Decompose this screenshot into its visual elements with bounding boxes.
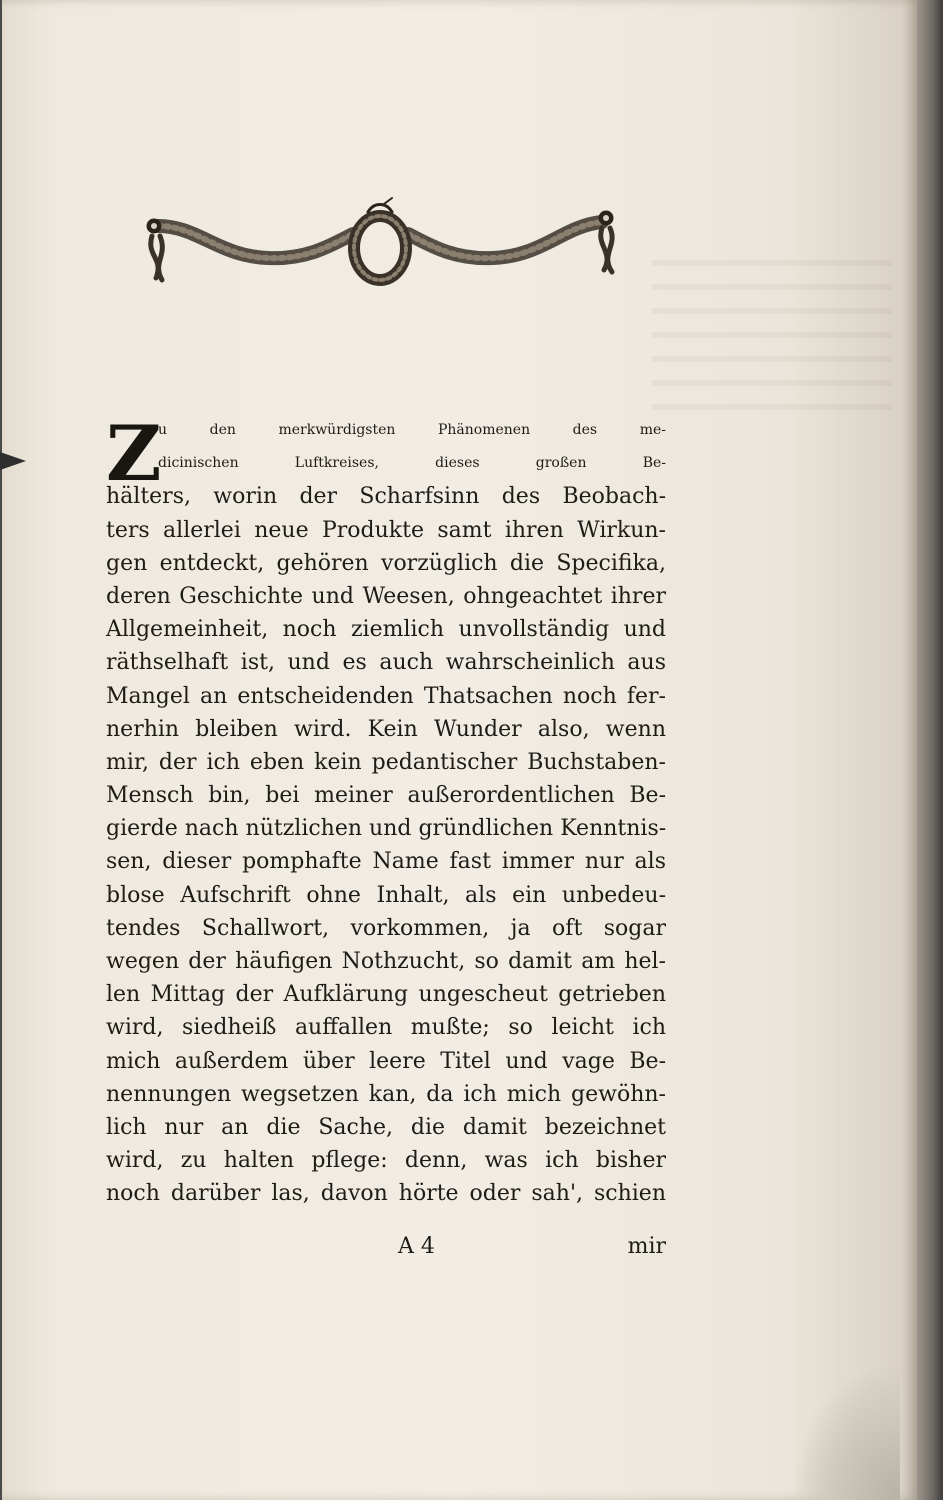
text-line: len Mittag der Aufklärung ungescheut getrieben: [106, 982, 666, 1008]
text-line: Mensch bin, bei meiner außerordentlichen Be-: [106, 783, 666, 809]
text-line: gen entdeckt, gehören vorzüglich die Specifika,: [106, 550, 666, 576]
text-line: gierde nach nützlichen und gründlichen Kenntnis-: [106, 816, 667, 842]
text-line: hälters, worin der Scharfsinn des Beobach-: [106, 484, 666, 510]
show-through-text: [652, 260, 892, 420]
text-line: mir, der ich eben kein pedantischer Buchstaben-: [106, 749, 666, 775]
text-line: ters allerlei neue Produkte samt ihren Wirkun-: [106, 517, 666, 543]
text-line: deren Geschichte und Weesen, ohngeachtet ihrer: [106, 583, 666, 609]
text-line: dicinischen Luftkreises, dieses großen Be-: [158, 455, 666, 472]
text-line: tendes Schallwort, vorkommen, ja oft sogar: [106, 915, 666, 941]
signature-mark: A 4: [398, 1234, 435, 1259]
text-line: u den merkwürdigsten Phänomenen des me-: [158, 422, 666, 438]
text-line: wird, siedheiß auffallen mußte; so leicht ich: [106, 1015, 666, 1041]
text-line: räthselhaft ist, und es auch wahrscheinlich aus: [106, 650, 666, 676]
text-line: lich nur an die Sache, die damit bezeichnet: [106, 1114, 666, 1140]
page-edge-shadow: [917, 0, 943, 1500]
text-line: mich außerdem über leere Titel und vage Be-: [106, 1048, 666, 1074]
text-line: wegen der häufigen Nothzucht, so damit am hel-: [106, 949, 666, 974]
text-line: sen, dieser pomphafte Name fast immer nur als: [106, 849, 666, 875]
body-text: [106, 409, 667, 1211]
catchword: mir: [627, 1234, 666, 1259]
text-line: Allgemeinheit, noch ziemlich unvollständig und: [106, 617, 666, 643]
worn-corner: [790, 1360, 900, 1500]
page-footer: [106, 1234, 666, 1268]
text-line: blose Aufschrift ohne Inhalt, als ein unbedeu-: [106, 882, 666, 908]
text-line: wird, zu halten pflege: denn, was ich bisher: [106, 1148, 666, 1174]
text-line: Mangel an entscheidenden Thatsachen noch fer-: [106, 683, 666, 709]
book-page: [2, 0, 920, 1500]
drop-cap: Z: [106, 409, 162, 498]
text-line: nennungen wegsetzen kan, da ich mich gewöhn-: [106, 1081, 666, 1107]
garland-ornament-icon: [138, 196, 622, 300]
text-line: noch darüber las, davon hörte oder sah', schien: [106, 1181, 666, 1207]
text-line: nerhin bleiben wird. Kein Wunder also, wenn: [106, 716, 666, 742]
